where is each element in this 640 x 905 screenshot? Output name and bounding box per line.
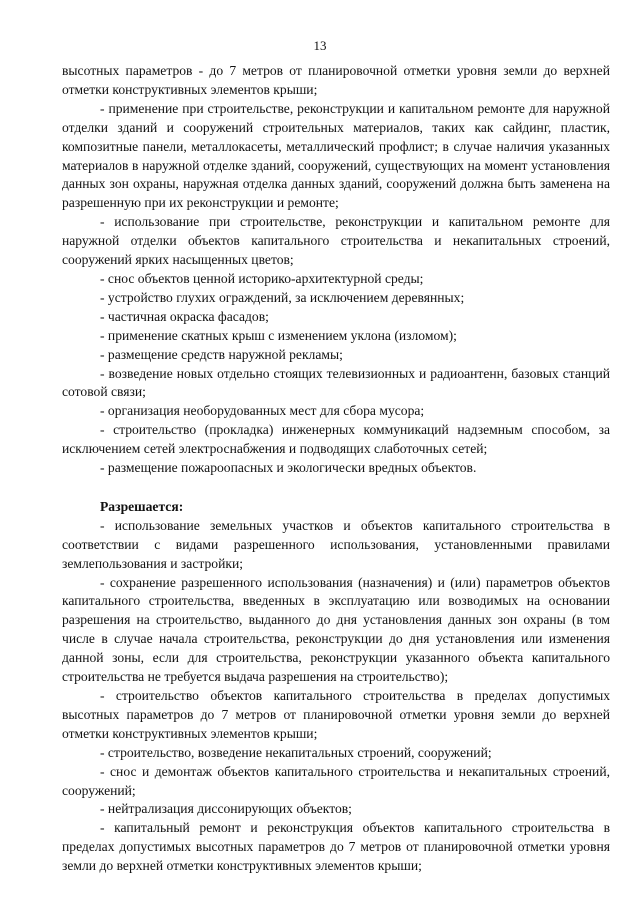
page-number: 13 (313, 38, 327, 53)
list-item: - снос объектов ценной историко-архитектурной среды; (100, 270, 424, 286)
permitted-list (62, 517, 610, 876)
list-item: высотных параметров - до 7 метров от планировочной отметки уровня земли до верхней отметки конструктивных элементов крыши; (62, 63, 610, 97)
list-item: - сохранение разрешенного использования (назначения) и (или) параметров объектов капитального строительства, введенных в эксплуатацию или возводимых на основании разрешения на строительство, выданного до дня установления данных зон охраны (в том числе в случае начала строительства, реконструкции до дня установления или изменения данной зоны, если для строительства, реконструкции указанного объекта капитального строительства не требуется выдача разрешения на строительство); (62, 574, 610, 685)
list-item: - частичная окраска фасадов; (100, 308, 269, 324)
list-item: - размещение пожароопасных и экологически вредных объектов. (100, 460, 477, 476)
document-body (62, 62, 610, 876)
prohibited-list (62, 62, 610, 478)
list-item: - использование при строительстве, реконструкции и капитальном ремонте для наружной отделки объектов капитального строительства и некапитальных строений, сооружений ярких насыщенных цветов; (62, 214, 610, 268)
list-item: - применение скатных крыш с изменением уклона (изломом); (100, 327, 457, 343)
list-item: - организация необорудованных мест для сбора мусора; (100, 403, 425, 419)
list-item: - строительство объектов капитального строительства в пределах допустимых высотных параметров до 7 метров от планировочной отметки уровня земли до верхней отметки конструктивных элементов крыши; (62, 688, 610, 741)
list-item: - размещение средств наружной рекламы; (100, 346, 343, 362)
list-item: - нейтрализация диссонирующих объектов; (100, 801, 352, 817)
section-spacer (62, 478, 610, 498)
list-item: - устройство глухих ограждений, за исключением деревянных; (100, 289, 465, 305)
list-item: - использование земельных участков и объектов капитального строительства в соответствии с видами разрешенного использования, установленными правилами землепользования и застройки; (62, 517, 610, 571)
list-item: - строительство, возведение некапитальных строений, сооружений; (100, 744, 492, 760)
list-item: - применение при строительстве, реконструкции и капитальном ремонте для наружной отделки зданий и сооружений строительных материалов, таких как сайдинг, пластик, композитные панели, металлокасеты, металлический профлист; в случае наличия указанных материалов в наружной отделке зданий, сооружений, существующих на момент установления данных зон охраны, наружная отделка данных зданий, сооружений должна быть заменена на разрешенную при их реконструкции и ремонте; (62, 100, 610, 211)
list-item: - возведение новых отдельно стоящих телевизионных и радиоантенн, базовых станций сотовой связи; (62, 365, 610, 400)
list-item: - строительство (прокладка) инженерных коммуникаций надземным способом, за исключением сетей электроснабжения и подводящих слаботочных сетей; (62, 422, 610, 457)
list-item: - снос и демонтаж объектов капитального строительства и некапитальных строений, сооружений; (62, 763, 610, 798)
section-heading: Разрешается: (100, 498, 184, 514)
list-item: - капитальный ремонт и реконструкция объектов капитального строительства в пределах допустимых высотных параметров до 7 метров от планировочной отметки уровня земли до верхней отметки конструктивных элементов крыши; (62, 820, 610, 874)
